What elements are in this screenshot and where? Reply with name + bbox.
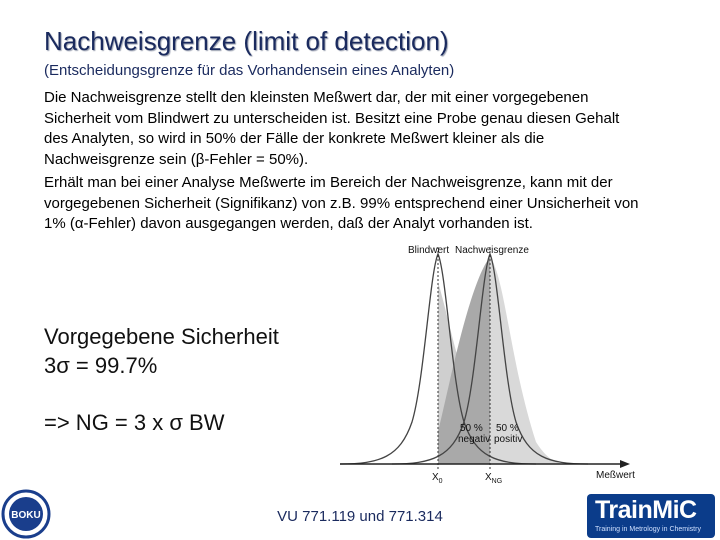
paragraph-interpretation: Erhält man bei einer Analyse Meßwerte im Bereich der Nachweisgrenze, kann mit der vorgegebenen Sicherheit (Signifikanz) von z.B. 99% entsprechend einer Unsicherheit von 1% (α-Fehler) davon ausgegangen werden, daß der Analyt vorhanden ist. (44, 174, 639, 232)
trainmic-logo (587, 494, 715, 538)
detection-limit-diagram (340, 242, 640, 487)
label-pos: positiv (494, 434, 523, 445)
trainmic-name: TrainMiC (595, 496, 697, 524)
label-messwert: Meßwert (596, 470, 635, 481)
label-x0-main: X (432, 472, 439, 483)
label-pos-pct: 50 % (496, 423, 519, 434)
x-axis-arrow (620, 460, 630, 468)
label-neg: negativ (458, 434, 491, 445)
detection-limit-formula: => NG = 3 x σ BW (44, 410, 225, 435)
label-xng (485, 472, 502, 485)
confidence-label: Vorgegebene Sicherheit (44, 324, 279, 349)
boku-text: BOKU (11, 510, 41, 521)
label-xng-sub: NG (491, 478, 503, 485)
label-blindwert: Blindwert (408, 245, 450, 256)
label-x0 (432, 472, 443, 485)
confidence-value: 3σ = 99.7% (44, 353, 158, 378)
label-neg-pct: 50 % (460, 423, 483, 434)
slide-subtitle: (Entscheidungsgrenze für das Vorhandensein eines Analyten) (44, 62, 455, 79)
label-xng-main: X (485, 472, 492, 483)
label-nachweisgrenze: Nachweisgrenze (455, 245, 529, 256)
slide-title: Nachweisgrenze (limit of detection) (44, 26, 449, 56)
label-x0-sub: 0 (438, 478, 443, 485)
course-footer: VU 771.119 und 771.314 (277, 508, 443, 525)
trainmic-tagline: Training in Metrology in Chemistry (595, 526, 701, 533)
paragraph-definition: Die Nachweisgrenze stellt den kleinsten Meßwert dar, der mit einer vorgegebenen Sicherheit vom Blindwert zu unterscheiden ist. Besitzt eine Probe genau diesen Gehalt des Analyten, so wird in 50% der Fälle der konkrete Meßwert kleiner als die Nachweisgrenze sein (β-Fehler = 50%). (44, 89, 620, 168)
